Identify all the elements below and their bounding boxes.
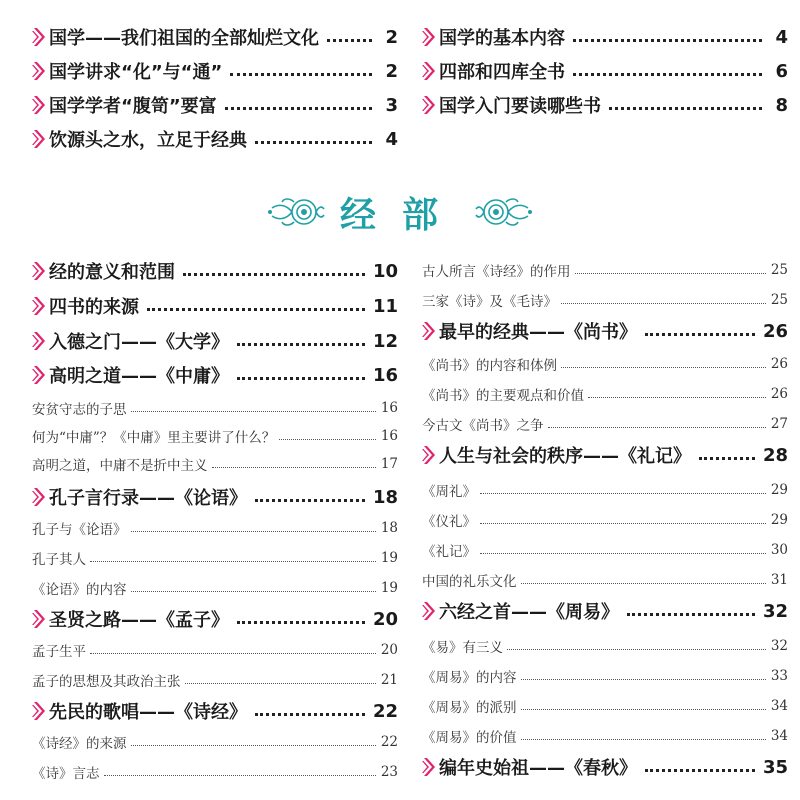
toc-entry[interactable] [32,22,398,52]
dot-leader [237,343,365,346]
toc-subentry-title: 《诗经》的来源 [32,736,127,752]
toc-subentry[interactable] [32,546,398,570]
dot-leader [183,273,365,276]
toc-entry-title: 四部和四库全书 [439,62,565,83]
toc-subentry-title: 《周易》的价值 [422,730,517,746]
toc-entry[interactable] [422,596,788,626]
dot-leader [131,531,377,532]
toc-entry[interactable] [422,752,788,782]
toc-entry[interactable] [422,22,788,52]
toc-subentry-page: 26 [770,386,788,402]
toc-entry[interactable] [422,440,788,470]
toc-subentry[interactable] [32,760,398,784]
toc-subentry[interactable] [32,668,398,692]
dot-leader [561,367,766,368]
dot-leader [279,439,376,440]
toc-entry-title: 国学——我们祖国的全部灿烂文化 [49,28,319,49]
toc-entry-page: 22 [372,700,398,722]
dot-leader [645,769,755,772]
toc-subentry-page: 34 [770,728,788,744]
floral-ornament-icon [264,194,326,230]
toc-subentry-title: 何为“中庸”？《中庸》里主要讲了什么？ [32,430,276,446]
toc-subentry[interactable] [422,478,788,502]
toc-subentry[interactable] [32,516,398,540]
toc-subentry-title: 中国的礼乐文化 [422,574,517,590]
dot-leader [645,333,755,336]
chevron-right-icon [32,331,46,351]
toc-subentry-title: 《诗》言志 [32,766,100,782]
toc-subentry[interactable] [422,538,788,562]
dot-leader [90,653,376,654]
toc-subentry-title: 《尚书》的主要观点和价值 [422,388,584,404]
chevron-right-icon [32,27,46,47]
toc-subentry[interactable] [422,352,788,376]
dot-leader [699,457,755,460]
dot-leader [185,683,377,684]
chevron-right-icon [422,95,436,115]
dot-leader [548,427,767,428]
dot-leader [480,553,766,554]
toc-subentry-title: 古人所言《诗经》的作用 [422,264,571,280]
toc-entry-title: 饮源头之水，立足于经典 [49,130,247,151]
toc-subentry-title: 《尚书》的内容和体例 [422,358,557,374]
toc-entry-title: 人生与社会的秩序——《礼记》 [439,446,691,467]
toc-entry-page: 4 [385,128,398,150]
toc-subentry-page: 33 [770,668,788,684]
toc-entry-page: 20 [372,608,398,630]
toc-subentry-page: 20 [380,642,398,658]
toc-subentry-title: 《周易》的派别 [422,700,517,716]
chevron-right-icon [32,365,46,385]
toc-subentry-title: 安贫守志的子思 [32,402,127,418]
chevron-right-icon [32,129,46,149]
toc-subentry-page: 16 [380,428,398,444]
dot-leader [575,273,767,274]
toc-subentry-page: 17 [380,456,398,472]
dot-leader [573,73,762,76]
dot-leader [255,713,365,716]
dot-leader [131,411,377,412]
dot-leader [521,583,767,584]
toc-subentry-page: 16 [380,400,398,416]
toc-subentry-page: 25 [770,262,788,278]
dot-leader [237,621,365,624]
toc-entry[interactable] [422,56,788,86]
toc-subentry-title: 《周礼》 [422,484,476,500]
toc-entry-title: 先民的歌唱——《诗经》 [49,702,247,723]
toc-subentry-title: 《仪礼》 [422,514,476,530]
toc-entry[interactable] [422,316,788,346]
section-heading [0,186,800,238]
toc-subentry-page: 31 [770,572,788,588]
toc-subentry[interactable] [32,730,398,754]
chevron-right-icon [422,601,436,621]
toc-entry-page: 2 [385,60,398,82]
floral-ornament-icon [474,194,536,230]
chevron-right-icon [32,609,46,629]
dot-leader [480,523,766,524]
toc-subentry-title: 今古文《尚书》之争 [422,418,544,434]
toc-subentry[interactable] [32,424,398,448]
dot-leader [627,613,755,616]
chevron-right-icon [422,757,436,777]
toc-entry[interactable] [32,90,398,120]
toc-entry[interactable] [32,56,398,86]
toc-subentry-page: 34 [770,698,788,714]
toc-subentry[interactable] [32,638,398,662]
dot-leader [225,107,372,110]
toc-subentry-page: 23 [380,764,398,780]
toc-entry-page: 11 [372,295,398,317]
dot-leader [521,709,767,710]
dot-leader [104,775,377,776]
toc-entry[interactable] [422,90,788,120]
chevron-right-icon [422,27,436,47]
toc-subentry[interactable] [422,694,788,718]
toc-entry-page: 26 [762,320,788,342]
toc-entry-title: 国学学者“腹笥”要富 [49,96,217,117]
toc-subentry[interactable] [422,258,788,282]
toc-subentry-page: 18 [380,520,398,536]
toc-entry-page: 4 [775,26,788,48]
toc-subentry[interactable] [32,452,398,476]
toc-subentry-title: 孟子生平 [32,644,86,660]
toc-entry[interactable] [32,360,398,390]
toc-entry-title: 高明之道——《中庸》 [49,366,229,387]
dot-leader [212,467,377,468]
dot-leader [90,561,376,562]
dot-leader [480,493,766,494]
toc-entry-title: 国学讲求“化”与“通” [49,62,223,83]
dot-leader [507,649,766,650]
chevron-right-icon [422,61,436,81]
toc-entry-page: 2 [385,26,398,48]
toc-entry-page: 10 [372,260,398,282]
toc-entry-page: 32 [762,600,788,622]
chevron-right-icon [422,321,436,341]
toc-subentry-page: 30 [770,542,788,558]
toc-entry-title: 入德之门——《大学》 [49,332,229,353]
dot-leader [561,303,766,304]
toc-entry-title: 经的意义和范围 [49,262,175,283]
toc-subentry[interactable] [422,412,788,436]
toc-subentry[interactable] [32,576,398,600]
toc-subentry[interactable] [422,288,788,312]
dot-leader [609,107,762,110]
dot-leader [237,377,365,380]
section-title: 经部 [339,193,464,236]
toc-entry-page: 12 [372,330,398,352]
toc-entry-page: 28 [762,444,788,466]
chevron-right-icon [422,445,436,465]
toc-subentry-title: 孟子的思想及其政治主张 [32,674,181,690]
toc-subentry-page: 25 [770,292,788,308]
toc-subentry[interactable] [422,568,788,592]
dot-leader [131,591,377,592]
toc-entry[interactable] [32,604,398,634]
toc-subentry-title: 《周易》的内容 [422,670,517,686]
toc-subentry-title: 《礼记》 [422,544,476,560]
toc-subentry-page: 22 [380,734,398,750]
toc-entry-title: 国学的基本内容 [439,28,565,49]
toc-subentry-page: 19 [380,550,398,566]
toc-entry[interactable] [32,256,398,286]
toc-subentry[interactable] [422,508,788,532]
toc-entry-page: 8 [775,94,788,116]
toc-entry-title: 最早的经典——《尚书》 [439,322,637,343]
dot-leader [255,141,372,144]
toc-subentry-title: 孔子其人 [32,552,86,568]
toc-subentry[interactable] [422,382,788,406]
toc-subentry-title: 三家《诗》及《毛诗》 [422,294,557,310]
toc-entry-page: 3 [385,94,398,116]
toc-subentry[interactable] [422,724,788,748]
toc-subentry-title: 《论语》的内容 [32,582,127,598]
chevron-right-icon [32,95,46,115]
toc-entry-title: 四书的来源 [49,297,139,318]
toc-entry[interactable] [32,291,398,321]
chevron-right-icon [32,261,46,281]
toc-entry-page: 18 [372,486,398,508]
toc-entry[interactable] [32,482,398,512]
chevron-right-icon [32,487,46,507]
toc-subentry-page: 19 [380,580,398,596]
dot-leader [147,308,365,311]
toc-subentry-title: 孔子与《论语》 [32,522,127,538]
chevron-right-icon [32,296,46,316]
toc-entry[interactable] [32,326,398,356]
toc-subentry-page: 27 [770,416,788,432]
toc-entry-page: 16 [372,364,398,386]
toc-subentry[interactable] [422,664,788,688]
toc-subentry[interactable] [422,634,788,658]
toc-subentry-page: 29 [770,482,788,498]
toc-subentry-page: 21 [380,672,398,688]
toc-entry-title: 编年史始祖——《春秋》 [439,758,637,779]
toc-entry-page: 35 [762,756,788,778]
toc-subentry-title: 《易》有三义 [422,640,503,656]
toc-entry-title: 六经之首——《周易》 [439,602,619,623]
dot-leader [327,39,372,42]
dot-leader [521,679,767,680]
toc-entry-page: 6 [775,60,788,82]
toc-subentry-page: 32 [770,638,788,654]
toc-entry-title: 圣贤之路——《孟子》 [49,610,229,631]
dot-leader [230,73,372,76]
chevron-right-icon [32,701,46,721]
toc-entry-title: 国学入门要读哪些书 [439,96,601,117]
toc-entry[interactable] [32,124,398,154]
toc-entry[interactable] [32,696,398,726]
dot-leader [573,39,762,42]
toc-subentry-page: 26 [770,356,788,372]
toc-entry-title: 孔子言行录——《论语》 [49,488,247,509]
toc-subentry-page: 29 [770,512,788,528]
dot-leader [131,745,377,746]
chevron-right-icon [32,61,46,81]
dot-leader [588,397,766,398]
toc-subentry-title: 高明之道，中庸不是折中主义 [32,458,208,474]
toc-subentry[interactable] [32,396,398,420]
dot-leader [521,739,767,740]
dot-leader [255,499,365,502]
